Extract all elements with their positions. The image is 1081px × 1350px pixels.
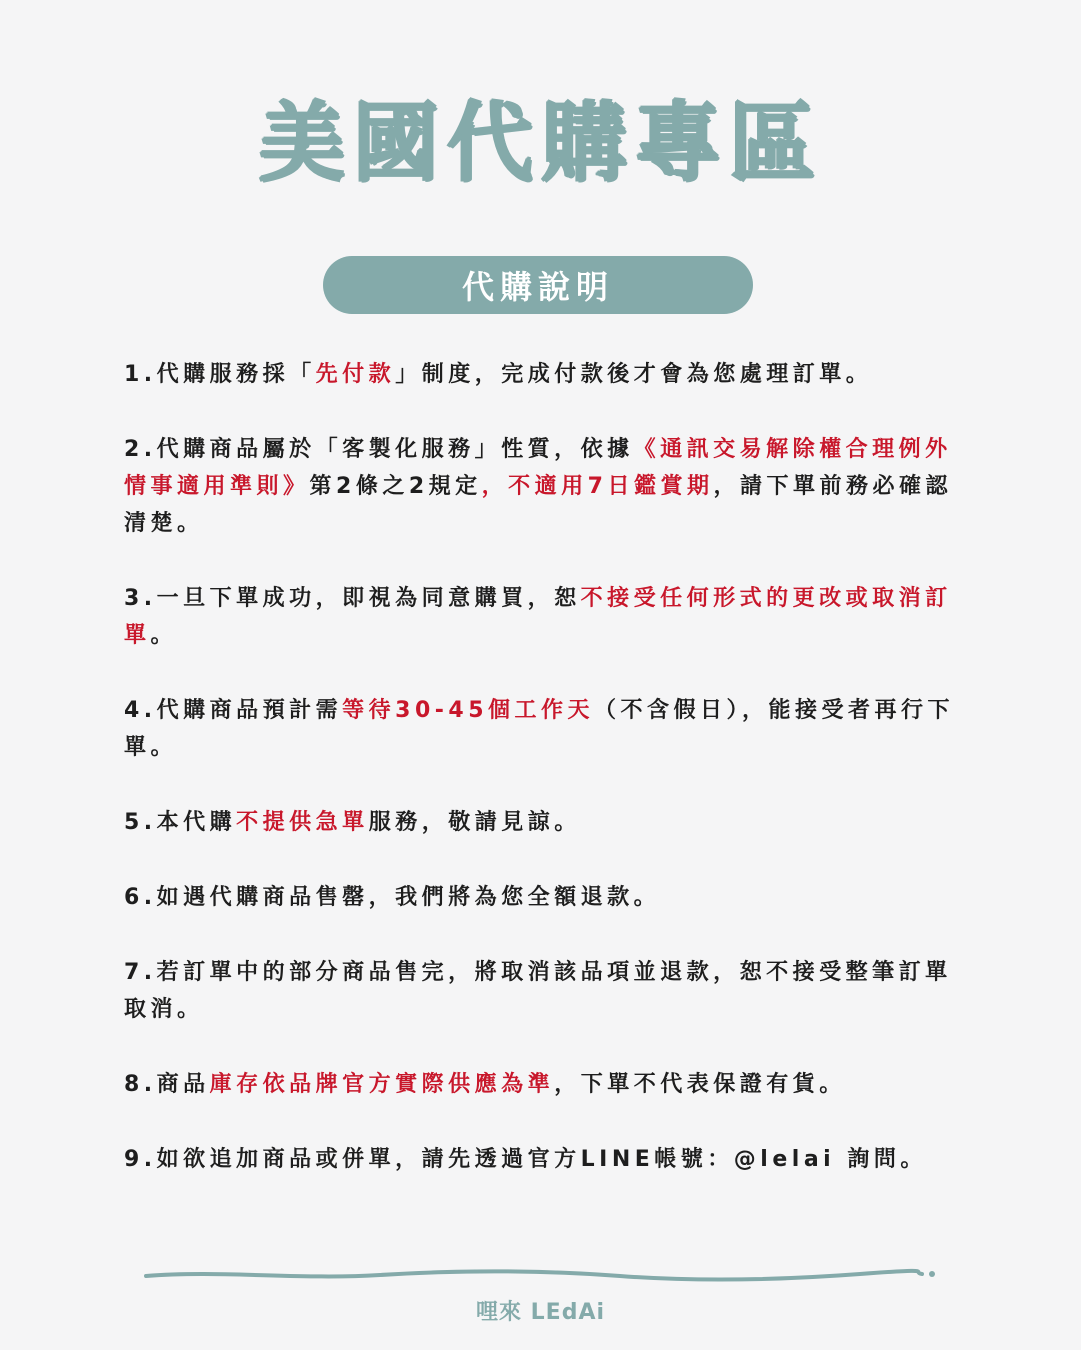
rule-text: 6.如遇代購商品售罄，我們將為您全額退款。 [124, 885, 661, 910]
rule-item [124, 580, 960, 654]
rule-highlight-text: 《通訊交易解除權合理例外情事適用準則》 [124, 437, 952, 499]
rule-text: 9.如欲追加商品或併單，請先透過官方LINE帳號：@lelai 詢問。 [124, 1147, 927, 1172]
rule-text: 7.若訂單中的部分商品售完，將取消該品項並退款，恕不接受整筆訂單取消。 [124, 960, 952, 1022]
rule-text: ，下單不代表保證有貨。 [554, 1072, 846, 1097]
rule-text: 1.代購服務採「 [124, 362, 316, 387]
section-banner [323, 256, 753, 314]
page-title: 美國代購專區 [258, 93, 823, 193]
rule-text: 。 [150, 623, 178, 648]
rule-text: 3.一旦下單成功，即視為同意購買，恕 [124, 586, 581, 611]
brand-logo: 哩來 LEdAi [475, 1300, 606, 1325]
rule-item [124, 1066, 960, 1103]
rule-text: 8.商品 [124, 1072, 210, 1097]
rule-highlight-text: 等待30-45個工作天 [342, 698, 595, 723]
rule-highlight-text: ，不適用7日鑑賞期 [481, 474, 714, 499]
section-banner-label: 代購說明 [461, 268, 614, 306]
rule-text: 」制度，完成付款後才會為您處理訂單。 [395, 362, 873, 387]
rule-text: ，請下單前務必確認清楚。 [124, 474, 952, 536]
rule-text: 4.代購商品預計需 [124, 698, 343, 723]
rule-item [124, 692, 960, 766]
rule-text: 第2條之2規定 [309, 474, 482, 499]
rule-item [124, 954, 960, 1028]
rule-text: 2.代購商品屬於「客製化服務」性質，依據 [124, 437, 634, 462]
rule-item [124, 804, 960, 841]
rule-item [124, 431, 960, 542]
rule-text: 5.本代購 [124, 810, 237, 835]
rule-item [124, 356, 960, 393]
rule-item [124, 1141, 960, 1178]
rule-text: 服務，敬請見諒。 [368, 810, 581, 835]
rule-highlight-text: 先付款 [315, 362, 396, 387]
rule-text: （不含假日），能接受者再行下單。 [124, 698, 955, 760]
rules-list [124, 356, 960, 1216]
wave-divider [140, 1262, 940, 1286]
rule-highlight-text: 不接受任何形式的更改或取消訂單 [124, 586, 952, 648]
rule-highlight-text: 不提供急單 [236, 810, 369, 835]
rule-highlight-text: 庫存依品牌官方實際供應為準 [209, 1072, 555, 1097]
rule-item [124, 879, 960, 916]
